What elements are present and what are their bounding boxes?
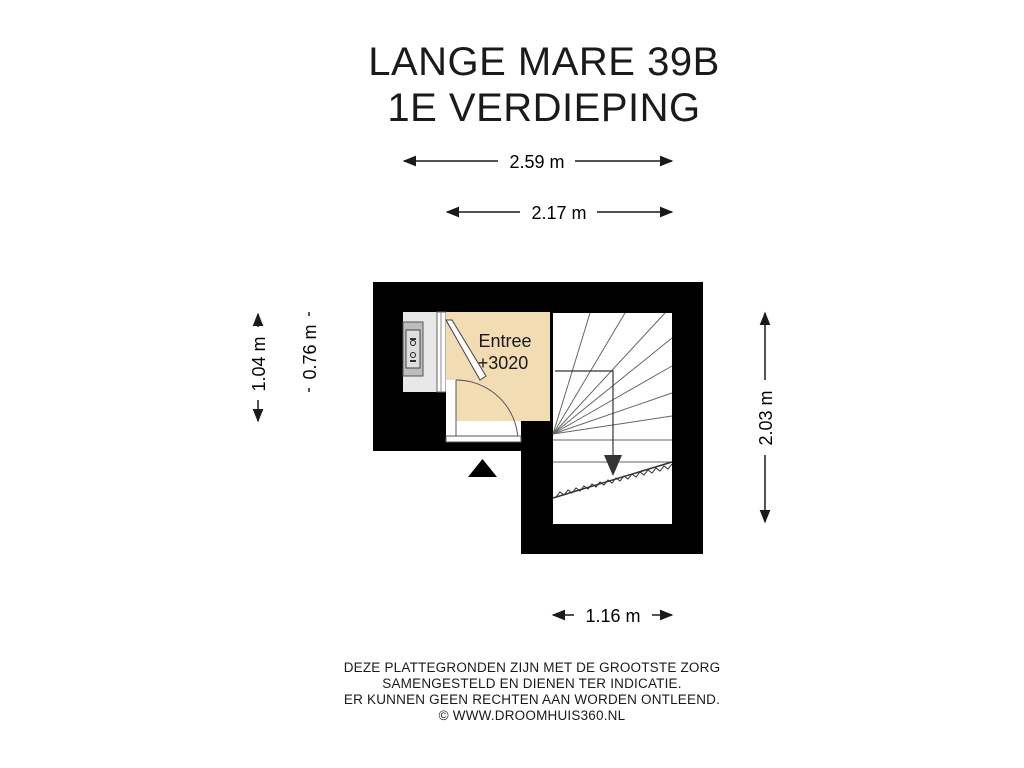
dimension-label-top-inner: 2.17 m (531, 203, 587, 223)
entrance-door (446, 436, 521, 442)
room-label: Entree (478, 331, 532, 351)
disclaimer-line: SAMENGESTELD EN DIENEN TER INDICATIE. (382, 676, 682, 691)
dimension-right (756, 313, 776, 522)
plan-title: LANGE MARE 39B (368, 40, 720, 84)
dimension-top-inner (447, 203, 672, 223)
disclaimer-line: ER KUNNEN GEEN RECHTEN AAN WORDEN ONTLEEND. (343, 692, 721, 707)
room-level: +3020 (477, 353, 529, 373)
floor-subtitle: 1E VERDIEPING (387, 86, 701, 130)
dimension-left-inner (300, 312, 320, 392)
dimension-left-outer (249, 314, 269, 421)
disclaimer (0, 660, 1024, 724)
entrance-marker-icon (468, 459, 497, 477)
dimension-label-left-outer: 1.04 m (249, 336, 269, 392)
dimension-top-outer (404, 152, 672, 172)
disclaimer-line: DEZE PLATTEGRONDEN ZIJN MET DE GROOTSTE ZORG (343, 660, 721, 675)
dimension-label-right: 2.03 m (756, 390, 776, 446)
dimension-bottom (553, 606, 672, 626)
dimension-label-left-inner: 0.76 m (300, 324, 320, 380)
staircase (553, 313, 672, 524)
dimension-label-bottom: 1.16 m (585, 606, 641, 626)
disclaimer-copyright: © WWW.DROOMHUIS360.NL (438, 708, 626, 723)
dimension-label-top-outer: 2.59 m (509, 152, 565, 172)
